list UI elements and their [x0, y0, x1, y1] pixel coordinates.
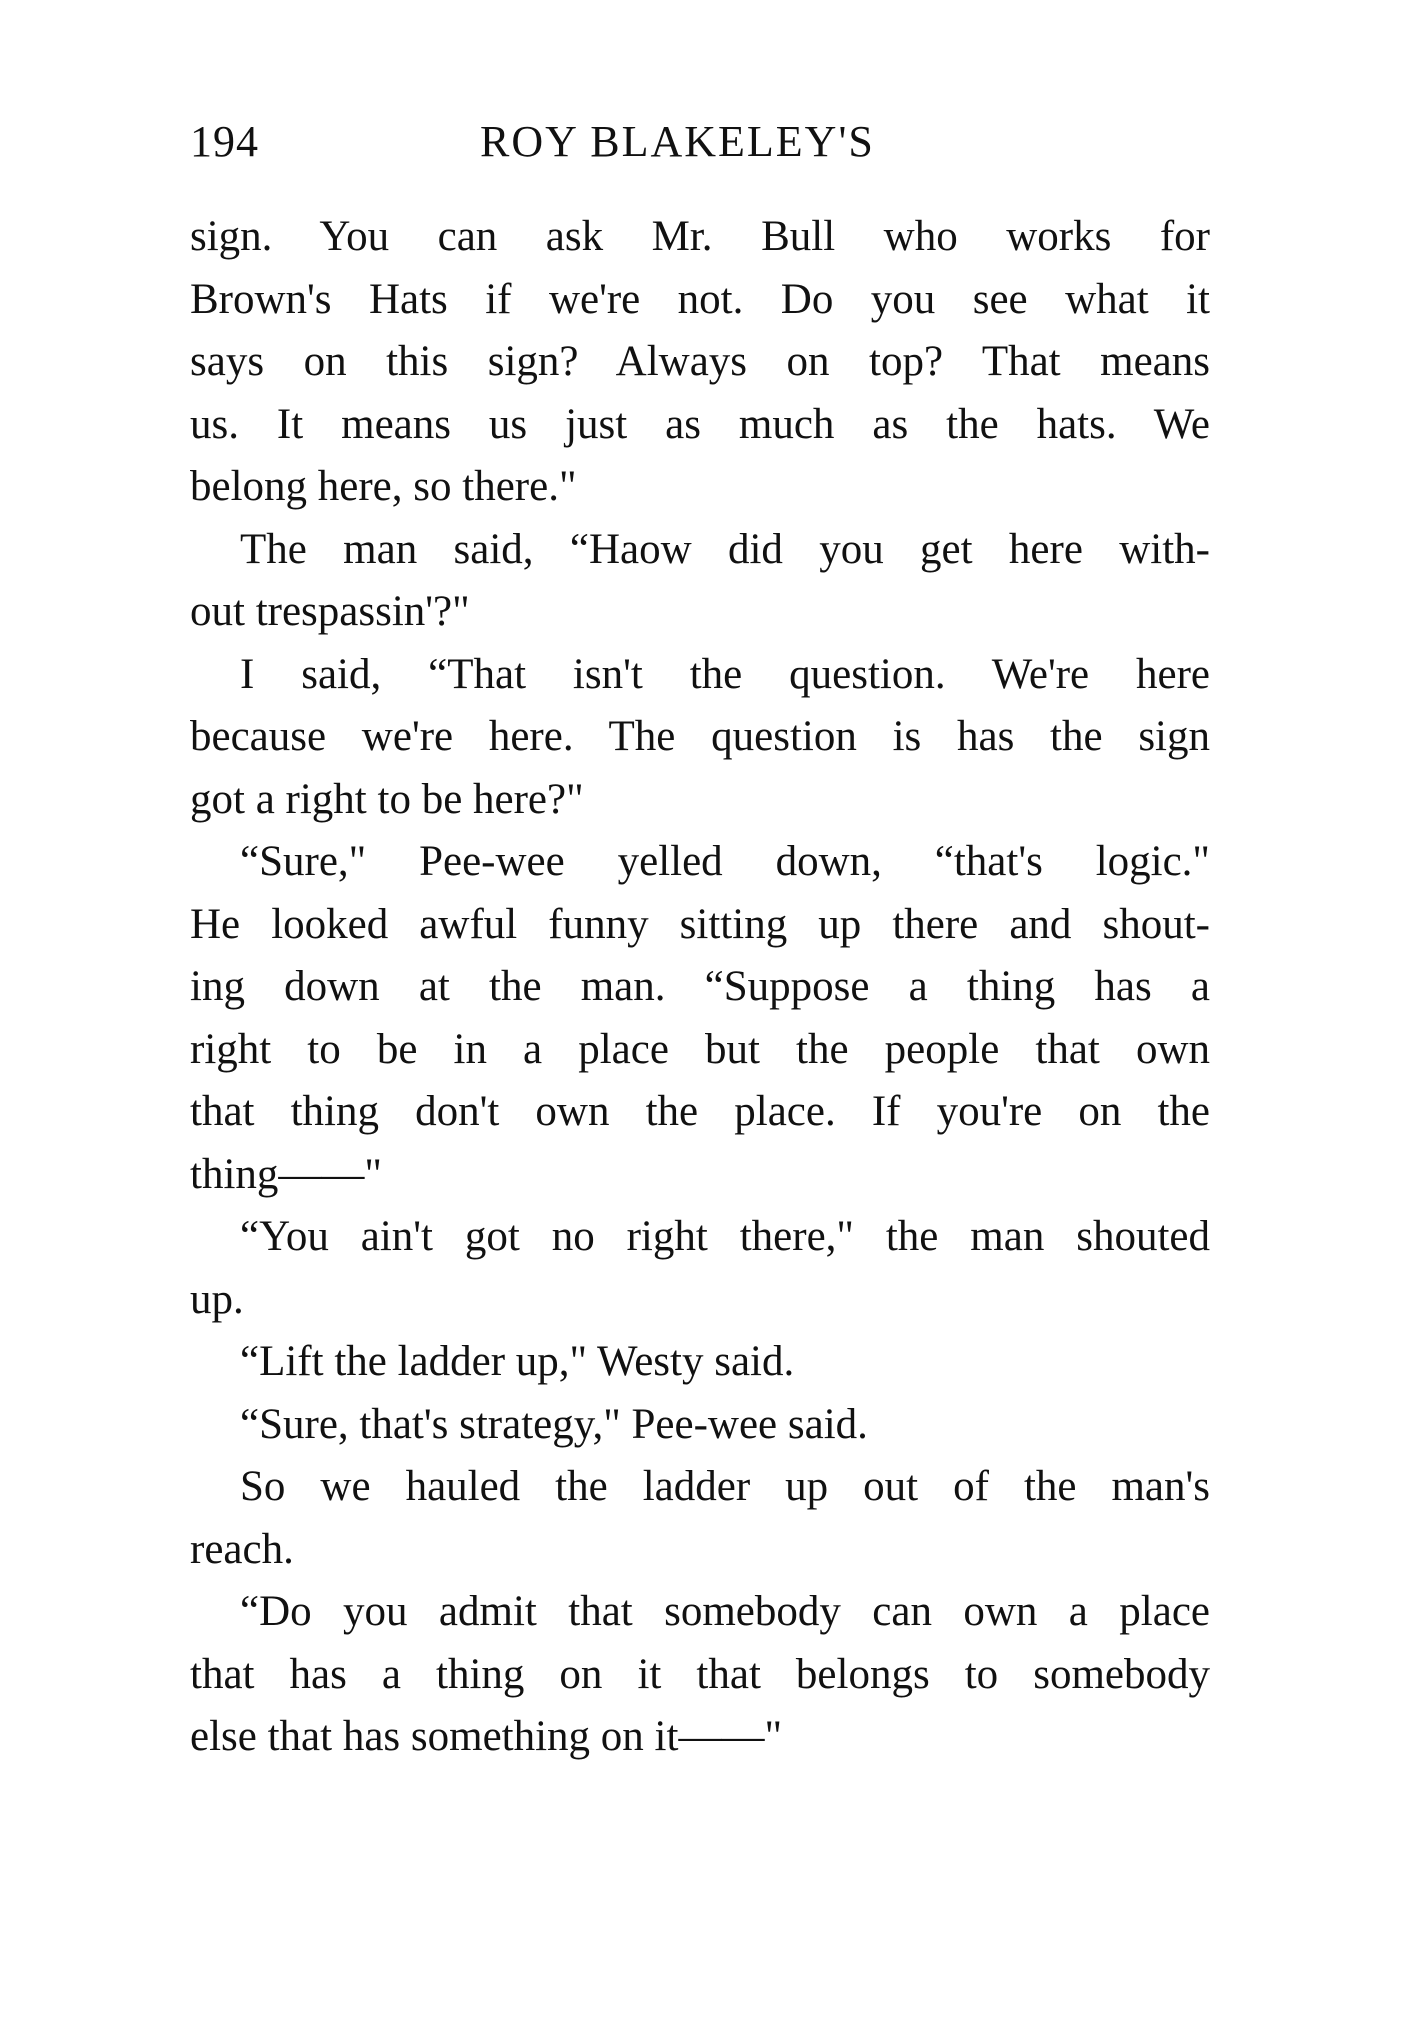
- running-title: ROY BLAKELEY'S: [480, 117, 875, 166]
- page-header: [190, 112, 1220, 182]
- text-line: belong here, so there.": [190, 463, 577, 510]
- text-line: got a right to be here?": [190, 775, 584, 823]
- text-line: He looked awful funny sitting up there and shout-: [190, 900, 1210, 948]
- text-line: “Sure, that's strategy," Pee-wee said.: [240, 1400, 868, 1448]
- page-number: 194: [190, 117, 259, 166]
- text-line: “Sure," Pee-wee yelled down, “that's logic.": [240, 838, 1210, 885]
- text-line: out trespassin'?": [190, 588, 470, 635]
- text-line: because we're here. The question is has the sign: [190, 713, 1210, 760]
- text-line: “Lift the ladder up," Westy said.: [240, 1338, 795, 1385]
- text-line: The man said, “Haow did you get here with-: [240, 525, 1210, 573]
- text-line: reach.: [190, 1525, 294, 1573]
- text-line: else that has something on it——": [190, 1713, 783, 1760]
- text-line: “You ain't got no right there," the man shouted: [240, 1213, 1210, 1260]
- text-line: So we hauled the ladder up out of the man's: [240, 1463, 1210, 1510]
- text-line: thing——": [190, 1150, 382, 1198]
- text-line: right to be in a place but the people that own: [190, 1025, 1210, 1073]
- body-text: [190, 206, 1210, 1769]
- text-line: Brown's Hats if we're not. Do you see what it: [190, 275, 1210, 323]
- text-line: that thing don't own the place. If you're on the: [190, 1088, 1210, 1135]
- text-line: “Do you admit that somebody can own a place: [240, 1588, 1210, 1635]
- text-line: says on this sign? Always on top? That means: [190, 338, 1210, 385]
- text-line: ing down at the man. “Suppose a thing has a: [190, 963, 1210, 1010]
- text-line: I said, “That isn't the question. We're here: [240, 650, 1210, 698]
- text-line: sign. You can ask Mr. Bull who works for: [190, 213, 1210, 260]
- text-line: that has a thing on it that belongs to somebody: [190, 1650, 1210, 1698]
- text-line: up.: [190, 1275, 244, 1323]
- text-line: us. It means us just as much as the hats. We: [190, 400, 1210, 448]
